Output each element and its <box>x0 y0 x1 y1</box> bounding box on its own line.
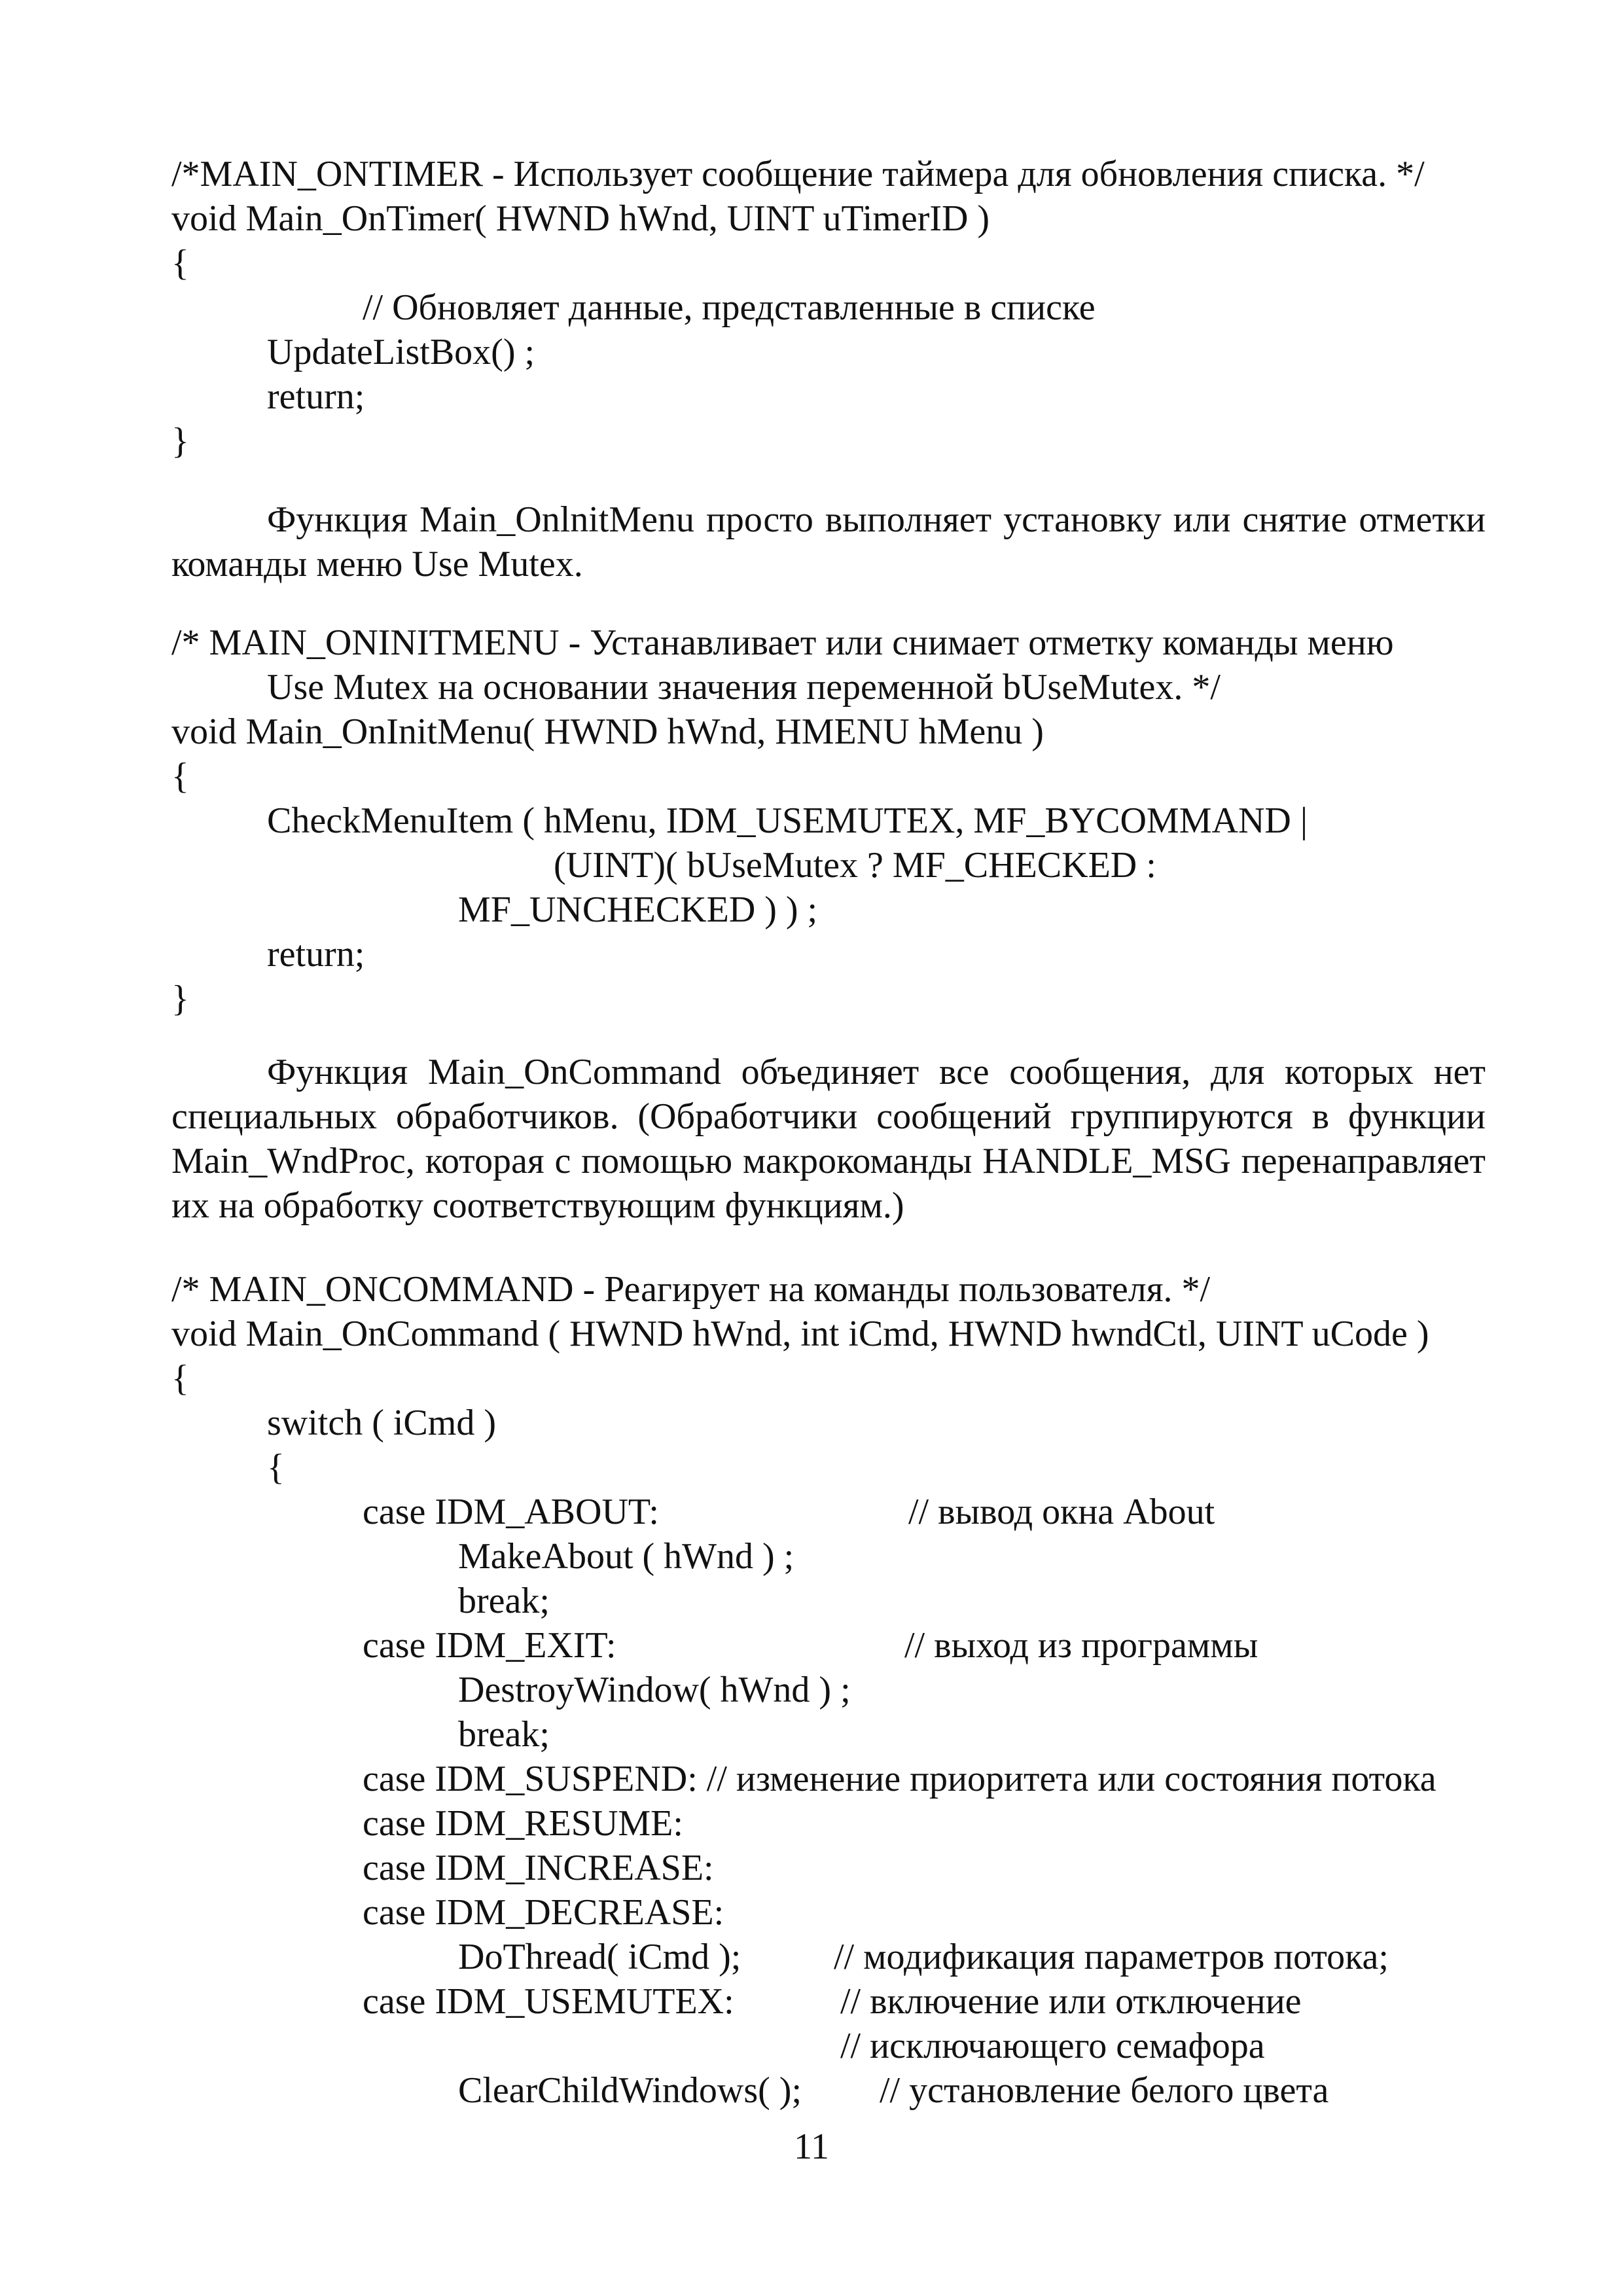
break-exit: break; <box>458 1714 550 1755</box>
page-number: 11 <box>794 2126 829 2167</box>
case-usemutex: case IDM_USEMUTEX: <box>363 1981 734 2022</box>
ontimer-call: UpdateListBox() ; <box>267 332 535 372</box>
destroy-window-call: DestroyWindow( hWnd ) ; <box>458 1670 851 1710</box>
paragraph-oninitmenu: Функция Main_OnlnitMenu просто выполняет установку или снятие отметки команды меню Use Mutex. <box>171 499 1486 584</box>
case-about: case IDM_ABOUT: <box>363 1492 659 1532</box>
oncommand-signature: void Main_OnCommand ( HWND hWnd, int iCmd, HWND hwndCtl, UINT uCode ) <box>171 1314 1429 1354</box>
do-thread-comment: // модификация параметров потока; <box>834 1937 1389 1977</box>
ontimer-return: return; <box>267 376 365 417</box>
case-exit: case IDM_EXIT: <box>363 1625 616 1666</box>
case-about-comment: // вывод окна About <box>908 1492 1215 1532</box>
case-resume: case IDM_RESUME: <box>363 1803 683 1844</box>
oninitmenu-call-line1: CheckMenuItem ( hMenu, IDM_USEMUTEX, MF_BYCOMMAND | <box>267 800 1308 841</box>
oninitmenu-call-line2: (UINT)( bUseMutex ? MF_CHECKED : <box>554 845 1156 886</box>
oncommand-switch: switch ( iCmd ) <box>267 1403 496 1443</box>
ontimer-signature: void Main_OnTimer( HWND hWnd, UINT uTimerID ) <box>171 198 990 239</box>
oninitmenu-open-brace: { <box>171 756 189 797</box>
ontimer-close-brace: } <box>171 421 189 461</box>
oncommand-comment: /* MAIN_ONCOMMAND - Реагирует на команды пользователя. */ <box>171 1269 1211 1310</box>
ontimer-comment: /*MAIN_ONTIMER - Использует сообщение таймера для обновления списка. */ <box>171 154 1425 194</box>
case-increase: case IDM_INCREASE: <box>363 1848 714 1888</box>
paragraph-oncommand: Функция Main_OnCommand объединяет все сообщения, для которых нет специальных обработчиков. (Обработчики сообщений группируются в функции Main_WndProc, которая с помощью макрокоманды HANDLE_MSG перенаправляет их на обработку соответствующим функциям.) <box>171 1052 1486 1226</box>
break-about: break; <box>458 1581 550 1621</box>
oninitmenu-close-brace: } <box>171 978 189 1019</box>
oncommand-switch-open-brace: { <box>267 1447 285 1488</box>
usemutex-comment-line2: // исключающего семафора <box>840 2026 1265 2066</box>
case-suspend: case IDM_SUSPEND: // изменение приоритета или состояния потока <box>363 1759 1436 1799</box>
oninitmenu-signature: void Main_OnInitMenu( HWND hWnd, HMENU hMenu ) <box>171 711 1044 752</box>
case-exit-comment: // выход из программы <box>904 1625 1258 1666</box>
clear-child-windows-comment: // установление белого цвета <box>880 2070 1329 2111</box>
oninitmenu-return: return; <box>267 934 365 975</box>
case-decrease: case IDM_DECREASE: <box>363 1892 724 1933</box>
oncommand-open-brace: { <box>171 1358 189 1399</box>
oninitmenu-comment-line2: Use Mutex на основании значения переменной bUseMutex. */ <box>267 667 1221 708</box>
clear-child-windows-call: ClearChildWindows( ); <box>458 2070 802 2111</box>
do-thread-call: DoThread( iCmd ); <box>458 1937 741 1977</box>
make-about-call: MakeAbout ( hWnd ) ; <box>458 1536 794 1577</box>
usemutex-comment-line1: // включение или отключение <box>840 1981 1302 2022</box>
oninitmenu-comment-line1: /* MAIN_ONINITMENU - Устанавливает или снимает отметку команды меню <box>171 622 1394 663</box>
ontimer-inline-comment: // Обновляет данные, представленные в списке <box>363 287 1096 328</box>
ontimer-open-brace: { <box>171 243 189 283</box>
oninitmenu-call-line3: MF_UNCHECKED ) ) ; <box>458 889 818 930</box>
